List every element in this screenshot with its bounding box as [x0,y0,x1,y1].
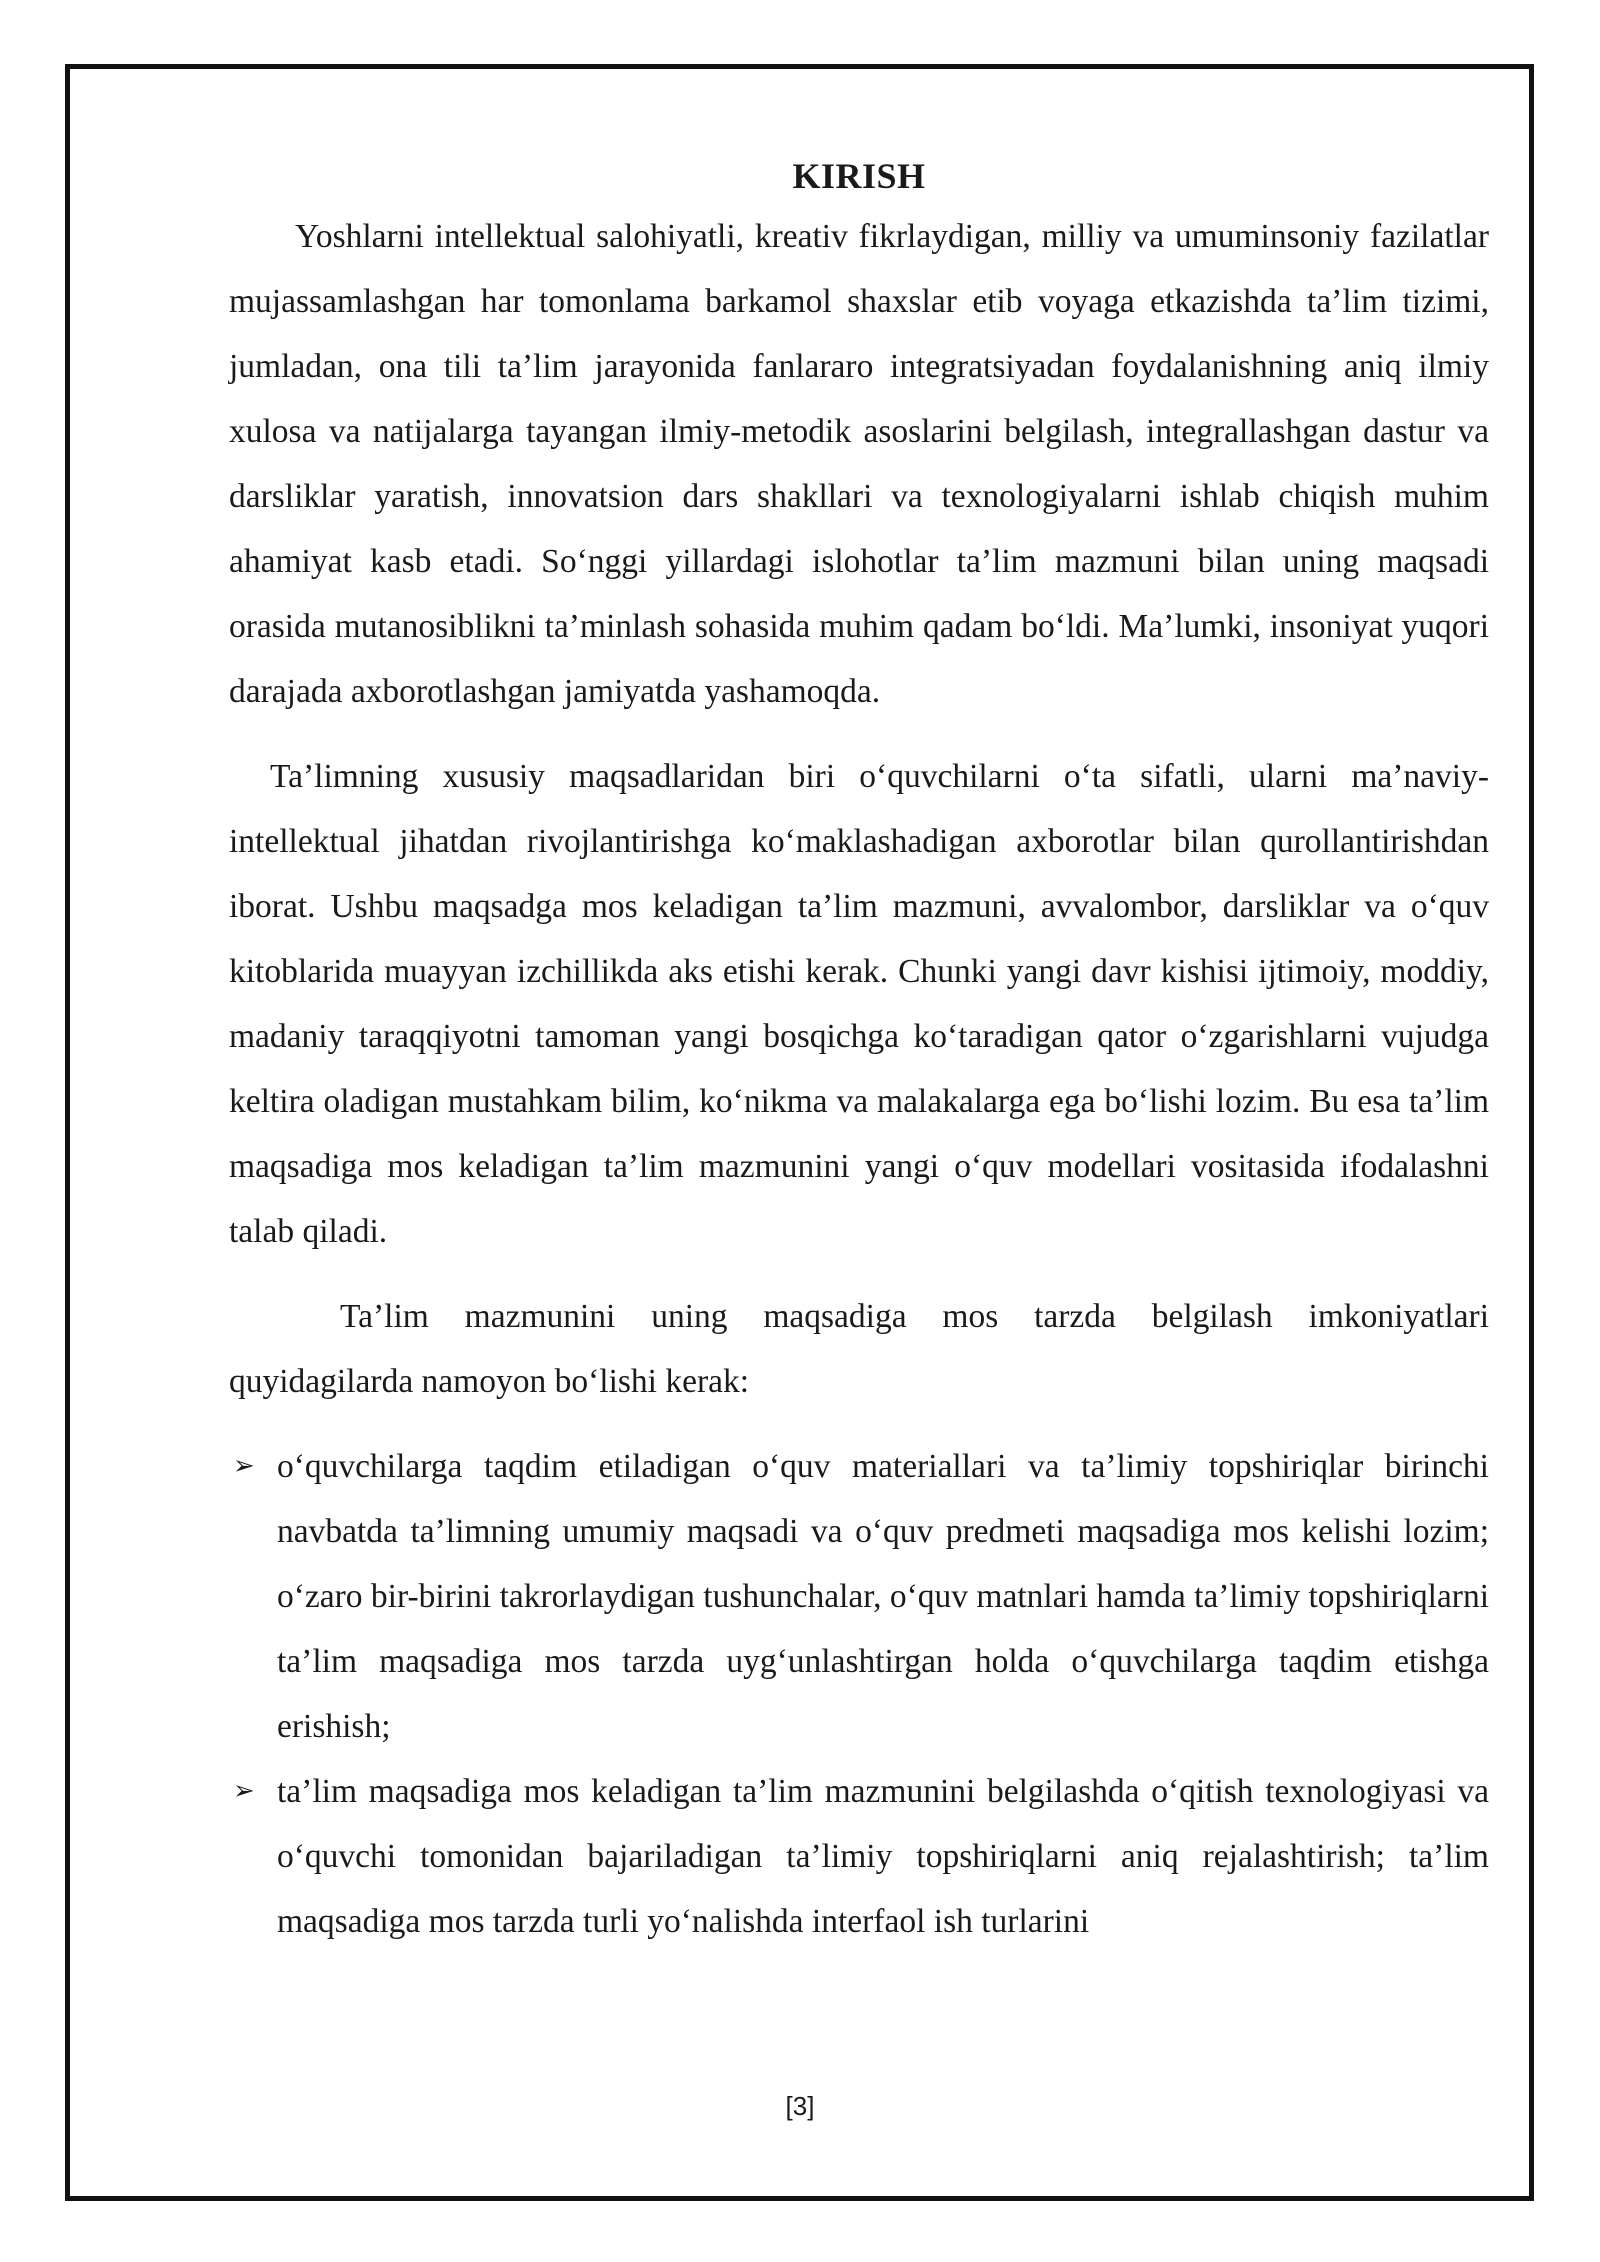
paragraph-goals: Ta’limning xususiy maqsadlaridan biri o‘quvchilarni o‘ta sifatli, ularni ma’naviy-intellektual jihatdan rivojlantirishga ko‘maklashadigan axborotlar bilan qurollantirishdan iborat. Ushbu maqsadga mos keladigan ta’lim mazmuni, avvalombor, darsliklar va o‘quv kitoblarida muayyan izchillikda aks etishi kerak. Chunki yangi davr kishisi ijtimoiy, moddiy, madaniy taraqqiyotni tamoman yangi bosqichga ko‘taradigan qator o‘zgarishlarni vujudga keltira oladigan mustahkam bilim, ko‘nikma va malakalarga ega bo‘lishi lozim. Bu esa ta’lim maqsadiga mos keladigan ta’lim mazmunini yangi o‘quv modellari vositasida ifodalashni talab qiladi. [229,758,1489,1250]
arrowhead-bullet-icon: ➢ [233,1776,255,1806]
page-number: [3] [785,2091,815,2121]
bullet-list [229,1434,1489,1954]
list-item-text: o‘quvchilarga taqdim etiladigan o‘quv materiallari va ta’limiy topshiriqlar birinchi navbatda ta’limning umumiy maqsadi va o‘quv predmeti maqsadiga mos kelishi lozim; o‘zaro bir-birini takrorlaydigan tushunchalar, o‘quv matnlari hamda ta’limiy topshiriqlarni ta’lim maqsadiga mos tarzda uyg‘unlashtirgan holda o‘quvchilarga taqdim etishga erishish; [277,1448,1490,1745]
list-item [229,1434,1489,1759]
list-item-text: ta’lim maqsadiga mos keladigan ta’lim mazmunini belgilashda o‘qitish texnologiyasi va o‘quvchi tomonidan bajariladigan ta’limiy topshiriqlarni aniq rejalashtirish; ta’lim maqsadiga mos tarzda turli yo‘nalishda interfaol ish turlarini [277,1773,1489,1940]
list-item [229,1759,1489,1954]
arrowhead-bullet-icon: ➢ [233,1451,255,1481]
paragraph-intro: Yoshlarni intellektual salohiyatli, kreativ fikrlaydigan, milliy va umuminsoniy fazilatlar mujassamlashgan har tomonlama barkamol shaxslar etib voyaga etkazishda ta’lim tizimi, jumladan, ona tili ta’lim jarayonida fanlararo integratsiyadan foydalanishning aniq ilmiy xulosa va natijalarga tayangan ilmiy-metodik asoslarini belgilash, integrallashgan dastur va darsliklar yaratish, innovatsion dars shakllari va texnologiyalarni ishlab chiqish muhim ahamiyat kasb etadi. So‘nggi yillardagi islohotlar ta’lim mazmuni bilan uning maqsadi orasida mutanosiblikni ta’minlash sohasida muhim qadam bo‘ldi. Ma’lumki, insoniyat yuqori darajada axborotlashgan jamiyatda yashamoqda. [229,218,1489,710]
paragraph-possibilities: Ta’lim mazmunini uning maqsadiga mos tarzda belgilash imkoniyatlari quyidagilarda namoyon bo‘lishi kerak: [229,1298,1489,1400]
section-heading: KIRISH [792,156,926,196]
page-content [229,150,1489,1954]
